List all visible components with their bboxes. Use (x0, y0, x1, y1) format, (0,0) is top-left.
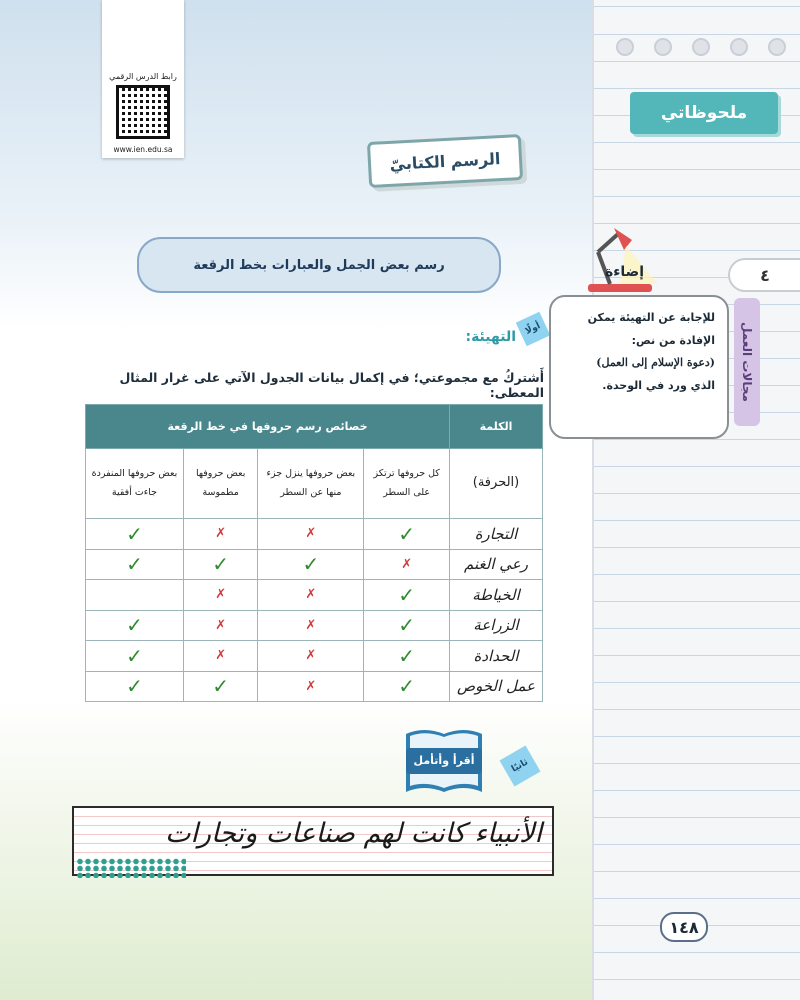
qr-url[interactable]: www.ien.edu.sa (113, 145, 173, 154)
lesson-subtitle: رسم بعض الجمل والعبارات بخط الرقعة (137, 237, 501, 293)
table-mark: ✗ (258, 580, 364, 611)
table-mark: ✗ (258, 671, 364, 702)
read-reflect-label: أقرأ وأتأمل (413, 753, 475, 767)
table-mark: ✓ (86, 519, 184, 550)
light-line: للإجابة عن التهيئة يمكن (587, 311, 715, 324)
table-mark: ✗ (183, 610, 257, 641)
unit-number-tab[interactable]: ٤ (728, 258, 800, 292)
column-header: بعض حروفها مطموسة (183, 449, 257, 519)
lamp-icon (580, 226, 660, 294)
light-line: الإفادة من نص: (631, 333, 715, 347)
column-header: كل حروفها ترتكز على السطر (364, 449, 450, 519)
properties-table (85, 404, 543, 702)
word-subheader: (الحرفة) (450, 449, 543, 519)
digital-lesson-link[interactable] (102, 0, 184, 158)
table-mark: ✓ (364, 671, 450, 702)
table-mark: ✗ (258, 641, 364, 672)
table-word: الخياطة (450, 580, 543, 611)
table-mark: ✓ (364, 641, 450, 672)
table-mark: ✗ (258, 519, 364, 550)
instruction-text: أَشتركُ مع مجموعتي؛ في إكمال بيانات الجدول الآتي على غرار المثال المعطى: (119, 370, 544, 400)
table-word: الحدادة (450, 641, 543, 672)
qr-title: رابط الدرس الرقمي (109, 72, 177, 81)
table-mark: ✓ (364, 610, 450, 641)
table-row (86, 580, 543, 611)
table-word: عمل الخوص (450, 671, 543, 702)
column-header: بعض حروفها المنفردة جاءت أفقية (86, 449, 184, 519)
page-number: ١٤٨ (660, 912, 708, 942)
light-box (549, 295, 729, 439)
table-mark: ✓ (258, 549, 364, 580)
table-mark: ✗ (258, 610, 364, 641)
binder-hole (768, 38, 786, 56)
table-mark (86, 580, 184, 611)
table-row (86, 519, 543, 550)
table-mark: ✓ (364, 580, 450, 611)
intro-label: التهيئة: (465, 329, 516, 345)
light-line: (دعوة الإسلام إلى العمل) (596, 356, 715, 370)
qr-code-icon[interactable] (116, 85, 170, 139)
table-row (86, 549, 543, 580)
notes-notebook (592, 0, 800, 1000)
table-word: الزراعة (450, 610, 543, 641)
binder-hole (730, 38, 748, 56)
table-mark: ✓ (364, 519, 450, 550)
unit-side-label: مجالات العمل (734, 298, 760, 426)
table-header-properties: خصائص رسم حروفها في خط الرقعة (86, 405, 450, 449)
table-mark: ✓ (86, 641, 184, 672)
light-label: إضاءة (604, 264, 644, 280)
table-mark: ✓ (86, 549, 184, 580)
table-mark: ✗ (183, 519, 257, 550)
table-mark: ✓ (86, 610, 184, 641)
table-row (86, 610, 543, 641)
light-line: الذي ورد في الوحدة. (602, 378, 715, 392)
table-word: التجارة (450, 519, 543, 550)
badge-second: ثانيًا (500, 746, 541, 787)
table-mark: ✓ (183, 549, 257, 580)
table-mark: ✗ (183, 580, 257, 611)
badge-first: أولًا (516, 312, 551, 347)
column-header: بعض حروفها ينزل جزء منها عن السطر (258, 449, 364, 519)
table-header-word: الكلمة (450, 405, 543, 449)
table-row (86, 641, 543, 672)
table-mark: ✓ (86, 671, 184, 702)
binder-hole (654, 38, 672, 56)
table-word: رعي الغنم (450, 549, 543, 580)
table-mark: ✗ (183, 641, 257, 672)
ministry-logo-icon (76, 858, 186, 878)
table-mark: ✗ (364, 549, 450, 580)
notes-tab: ملحوظاتي (630, 92, 778, 134)
section-title: الرسم الكتابيّ (367, 134, 523, 188)
binder-hole (692, 38, 710, 56)
writing-sample: الأنبياء كانت لهم صناعات وتجارات (165, 818, 542, 849)
binder-hole (616, 38, 634, 56)
table-mark: ✓ (183, 671, 257, 702)
table-row (86, 671, 543, 702)
